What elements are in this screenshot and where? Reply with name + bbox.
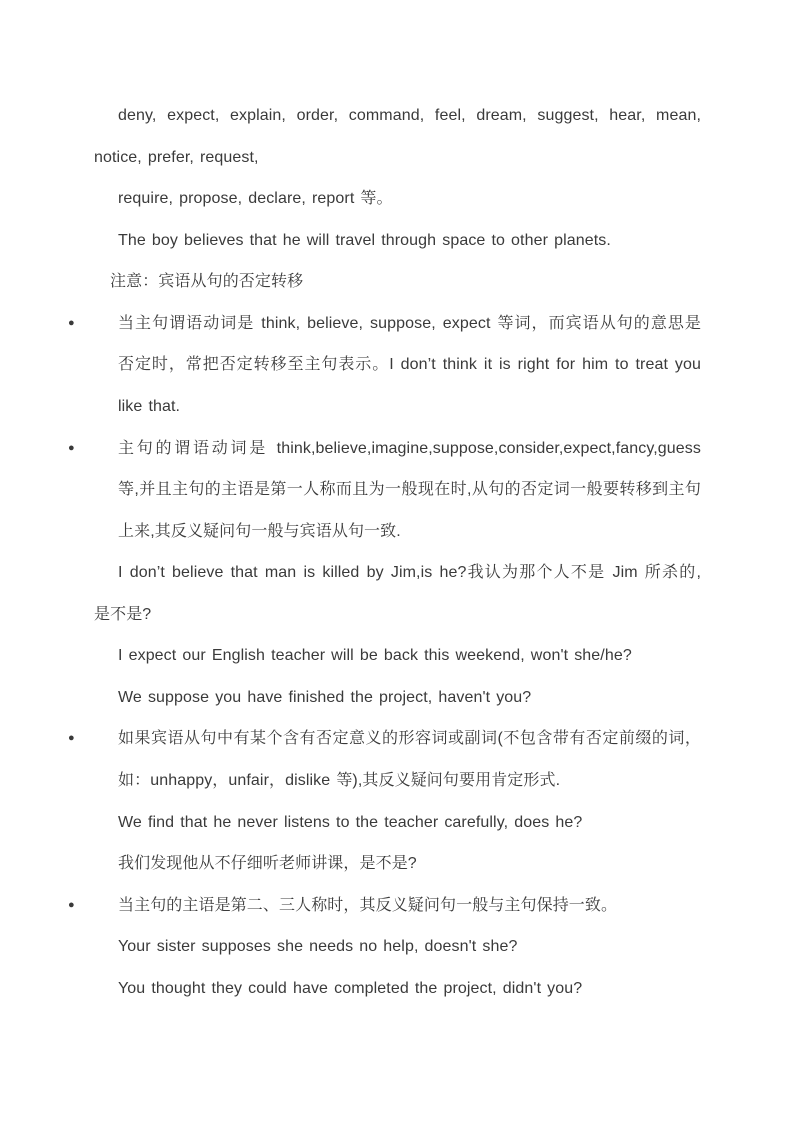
bullet3-line-2: 如：unhappy，unfair，dislike 等),其反义疑问句要用肯定形式. [118,772,561,789]
example-jim-line-2: 是不是? [94,605,152,623]
example-english-teacher: I expect our English teacher will be back this weekend, won't she/he? [118,647,632,665]
bullet2-line-3: 上来,其反义疑问句一般与宾语从句一致. [118,522,401,540]
example-boy-believes: The boy believes that he will travel through space to other planets. [118,231,611,249]
bullet1-line-3: like that. [118,397,181,415]
bullet2-line-1 [68,428,701,470]
bullet3-line-1 [68,718,701,760]
bullet-icon: ● [68,441,75,454]
verb-list-line-2: notice, prefer, request, [94,148,259,166]
bullet4-line-1 [68,885,701,927]
bullet-icon: ● [68,316,75,329]
verb-list-line-3: require, propose, declare, report 等。 [118,190,393,208]
example-we-find: We find that he never listens to the teacher carefully, does he? [118,813,583,831]
bullet4-text: 当主句的主语是第二、三人称时，其反义疑问句一般与主句保持一致。 [118,896,618,914]
bullet1-line-2: 否定时，常把否定转移至主句表示。I don’t think it is right for him to treat you [118,356,701,374]
bullet2-line-2: 等,并且主句的主语是第一人称而且为一般现在时,从句的否定词一般要转移到主句 [118,481,701,499]
bullet1-line-1 [68,303,701,345]
note-heading: 注意：宾语从句的否定转移 [110,273,304,291]
verb-list-line-1: deny, expect, explain, order, command, feel, dream, suggest, hear, mean, [118,107,701,124]
bullet-icon: ● [68,732,75,745]
bullet3-text: 如果宾语从句中有某个含有否定意义的形容词或副词(不包含带有否定前缀的词， [118,730,701,748]
bullet2-text: 主句的谓语动词是 think,believe,imagine,suppose,consider,expect,fancy,guess [118,439,701,457]
example-you-thought: You thought they could have completed the project, didn't you? [118,979,583,997]
example-we-find-chinese: 我们发现他从不仔细听老师讲课，是不是? [118,855,417,873]
example-we-suppose: We suppose you have finished the project, haven't you? [118,688,532,706]
bullet1-text: 当主句谓语动词是 think, believe, suppose, expect 等词，而宾语从句的意思是 [118,314,701,332]
example-jim-line-1: I don’t believe that man is killed by Jim,is he?我认为那个人不是 Jim 所杀的, [118,564,701,582]
document-body [68,95,701,1009]
bullet-icon: ● [68,898,75,911]
example-your-sister: Your sister supposes she needs no help, doesn't she? [118,938,518,956]
